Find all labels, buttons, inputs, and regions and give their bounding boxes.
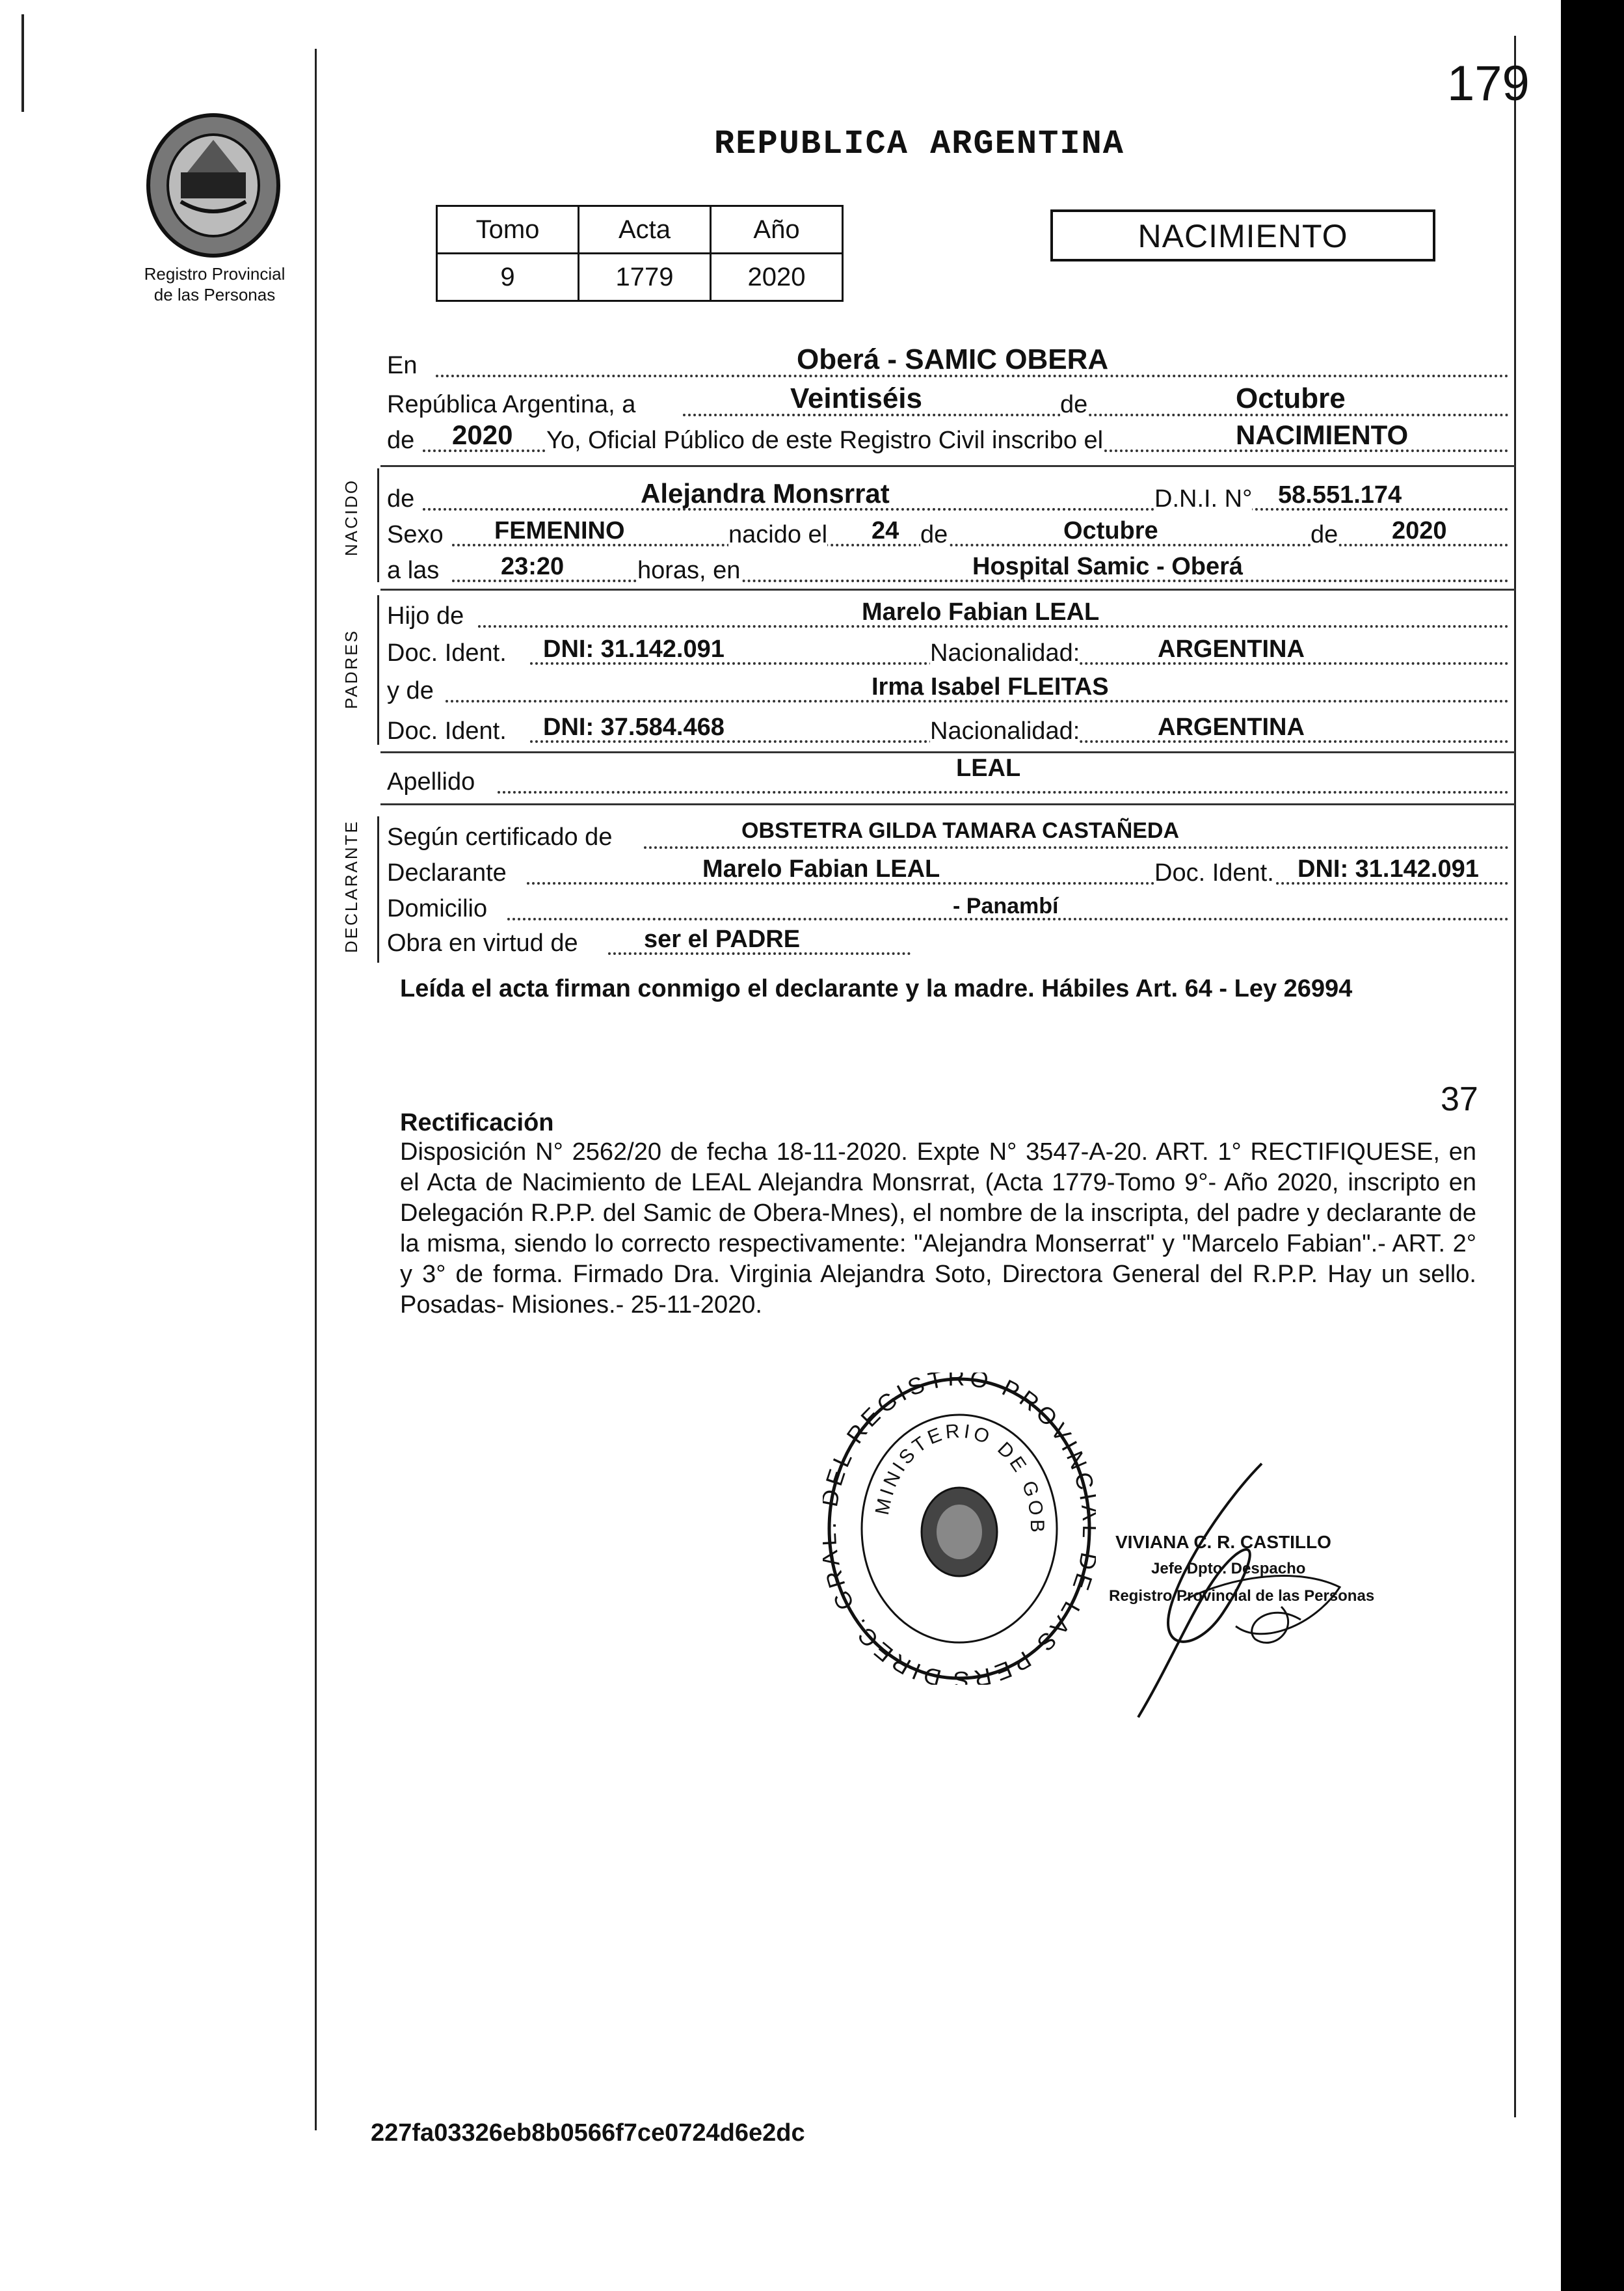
inner-margin-line: [315, 49, 317, 2130]
document-hash: 227fa03326eb8b0566f7ce0724d6e2dc: [371, 2119, 805, 2147]
sexo-value: FEMENINO: [494, 517, 625, 544]
month-value: Octubre: [1236, 382, 1346, 414]
child-dni-value: 58.551.174: [1278, 481, 1402, 509]
birth-day-value: 24: [872, 517, 899, 544]
seal-outer-text: DIREC. G EL REGISTRO PROVIN E LAS PERS: [823, 1373, 1096, 1685]
dom-label: Domicilio: [387, 895, 488, 922]
hora-label: a las: [387, 557, 440, 584]
inscribe-value: NACIMIENTO: [1236, 420, 1409, 450]
cert-label: Según certificado de: [387, 824, 613, 851]
right-margin-line: [1514, 36, 1516, 2117]
stamp-office: Registro Provincial de las Personas: [1109, 1587, 1375, 1605]
section-bracket: [377, 816, 379, 963]
sexo-label: Sexo: [387, 521, 444, 548]
de-label: de: [1060, 391, 1088, 418]
section-divider: [380, 589, 1515, 591]
nac2-value: ARGENTINA: [1158, 714, 1305, 741]
de-label-2: de: [920, 521, 948, 548]
row-fecha: [387, 384, 1512, 420]
closing-text: Leída el acta firman conmigo el declarante y la madre. Hábiles Art. 64 - Ley 26994: [400, 975, 1353, 1002]
decl-doc-value: DNI: 31.142.091: [1298, 855, 1479, 883]
madre-value: Irma Isabel FLEITAS: [872, 673, 1109, 701]
year-value: 2020: [452, 420, 513, 450]
hijo-label: Hijo de: [387, 602, 464, 630]
row-nacido-sexo: [387, 514, 1512, 550]
value-acta: 1779: [579, 254, 711, 301]
row-doc-padre: [387, 632, 1512, 669]
row-nacido-hora: [387, 550, 1512, 586]
registry-table: [436, 205, 844, 302]
child-name-value: Alejandra Monsrrat: [641, 478, 890, 509]
row-obra: [387, 922, 1512, 959]
section-bracket: [377, 468, 379, 582]
decl-label: Declarante: [387, 859, 507, 887]
logo-caption-line2: de las Personas: [153, 285, 276, 304]
document-title: REPUBLICA ARGENTINA: [714, 125, 1125, 163]
decl-doc-label: Doc. Ident.: [1154, 859, 1274, 887]
row-certificado: [387, 816, 1512, 853]
nac1-label: Nacionalidad:: [930, 639, 1080, 667]
section-bracket: [377, 595, 379, 745]
registry-table-value-row: [437, 254, 843, 301]
row-y-de: [387, 670, 1512, 706]
apellido-value: LEAL: [956, 755, 1021, 782]
section-divider: [380, 465, 1515, 467]
republica-label: República Argentina, a: [387, 391, 636, 418]
apellido-label: Apellido: [387, 768, 475, 796]
row-hijo-de: [387, 595, 1512, 632]
page-number: 179: [1447, 56, 1530, 111]
header-tomo: Tomo: [437, 206, 579, 254]
row-inscribo: [387, 420, 1512, 456]
side-label-declarante: DECLARANTE: [341, 820, 361, 953]
yo-text: Yo, Oficial Público de este Registro Civil inscribo el: [546, 427, 1104, 454]
en-value: Oberá - SAMIC OBERA: [797, 343, 1109, 375]
decl-value: Marelo Fabian LEAL: [702, 855, 940, 883]
seal-inner-text: MINISTERIO DE GOB: [871, 1420, 1048, 1536]
stamp-role: Jefe Dpto. Despacho: [1151, 1560, 1306, 1577]
birth-year-value: 2020: [1392, 517, 1447, 544]
nac2-label: Nacionalidad:: [930, 717, 1080, 745]
doc2-label: Doc. Ident.: [387, 717, 507, 745]
row-nacido-nombre: [387, 478, 1512, 515]
dni-label: D.N.I. N°: [1154, 485, 1253, 513]
row-apellido: [387, 755, 1512, 797]
doc1-label: Doc. Ident.: [387, 639, 507, 667]
de2-label: de: [387, 427, 415, 454]
cert-value: OBSTETRA GILDA TAMARA CASTAÑEDA: [741, 818, 1180, 843]
padre-value: Marelo Fabian LEAL: [862, 598, 1100, 626]
logo-caption-line1: Registro Provincial: [144, 264, 286, 284]
doc2-value: DNI: 37.584.468: [543, 714, 725, 741]
row-domicilio: [387, 888, 1512, 924]
official-seal: [823, 1373, 1096, 1685]
de-label-3: de: [1311, 521, 1338, 548]
obra-label: Obra en virtud de: [387, 930, 578, 957]
nac1-value: ARGENTINA: [1158, 636, 1305, 663]
side-label-nacido: NACIDO: [341, 478, 361, 556]
right-edge-shadow: [1561, 0, 1624, 2291]
horas-label: horas, en: [637, 557, 741, 584]
doc1-value: DNI: 31.142.091: [543, 636, 725, 663]
rectification-number: 37: [1441, 1080, 1478, 1118]
header-acta: Acta: [579, 206, 711, 254]
registry-table-header-row: [437, 206, 843, 254]
day-value: Veintiséis: [790, 382, 923, 414]
value-anio: 2020: [711, 254, 843, 301]
value-tomo: 9: [437, 254, 579, 301]
hora-value: 23:20: [501, 553, 565, 580]
dom-value: - Panambí: [953, 894, 1059, 918]
row-doc-madre: [387, 710, 1512, 747]
obra-value: ser el PADRE: [644, 926, 801, 953]
logo-caption: [107, 263, 322, 305]
rectification-body: Disposición N° 2562/20 de fecha 18-11-2020. Expte N° 3547-A-20. ART. 1° RECTIFIQUESE, en el Acta de Nacimiento de LEAL Alejandra Monsrrat, (Acta 1779-Tomo 9°- Año 2020, inscripto en Delegación R.P.P. del Samic de Obera-Mnes), el nombre de la inscripta, del padre y declarante de la misma, siendo lo correcto respectivamente: "Alejandra Monserrat" y "Marcelo Fabian".- ART. 2° y 3° de forma. Firmado Dra. Virginia Alejandra Soto, Directora General del R.P.P. Hay un sello. Posadas- Misiones.- 25-11-2020.: [400, 1138, 1476, 1319]
left-margin-mark: [21, 14, 24, 112]
side-label-padres: PADRES: [341, 629, 361, 709]
stamp-name: VIVIANA C. R. CASTILLO: [1115, 1532, 1331, 1552]
yde-label: y de: [387, 677, 434, 704]
row-declarante: [387, 852, 1512, 889]
lugar-value: Hospital Samic - Oberá: [972, 553, 1244, 580]
birth-month-value: Octubre: [1063, 517, 1158, 544]
section-divider: [380, 751, 1515, 753]
act-type-box: NACIMIENTO: [1050, 209, 1435, 261]
row-en: [387, 345, 1512, 381]
header-anio: Año: [711, 206, 843, 254]
de-label: de: [387, 485, 415, 513]
en-label: En: [387, 352, 418, 379]
rectification-title: Rectificación: [400, 1109, 554, 1136]
dotted-line: [644, 846, 1509, 849]
dotted-line: [498, 791, 1509, 794]
nacido-label: nacido el: [728, 521, 828, 548]
section-divider: [380, 803, 1515, 805]
